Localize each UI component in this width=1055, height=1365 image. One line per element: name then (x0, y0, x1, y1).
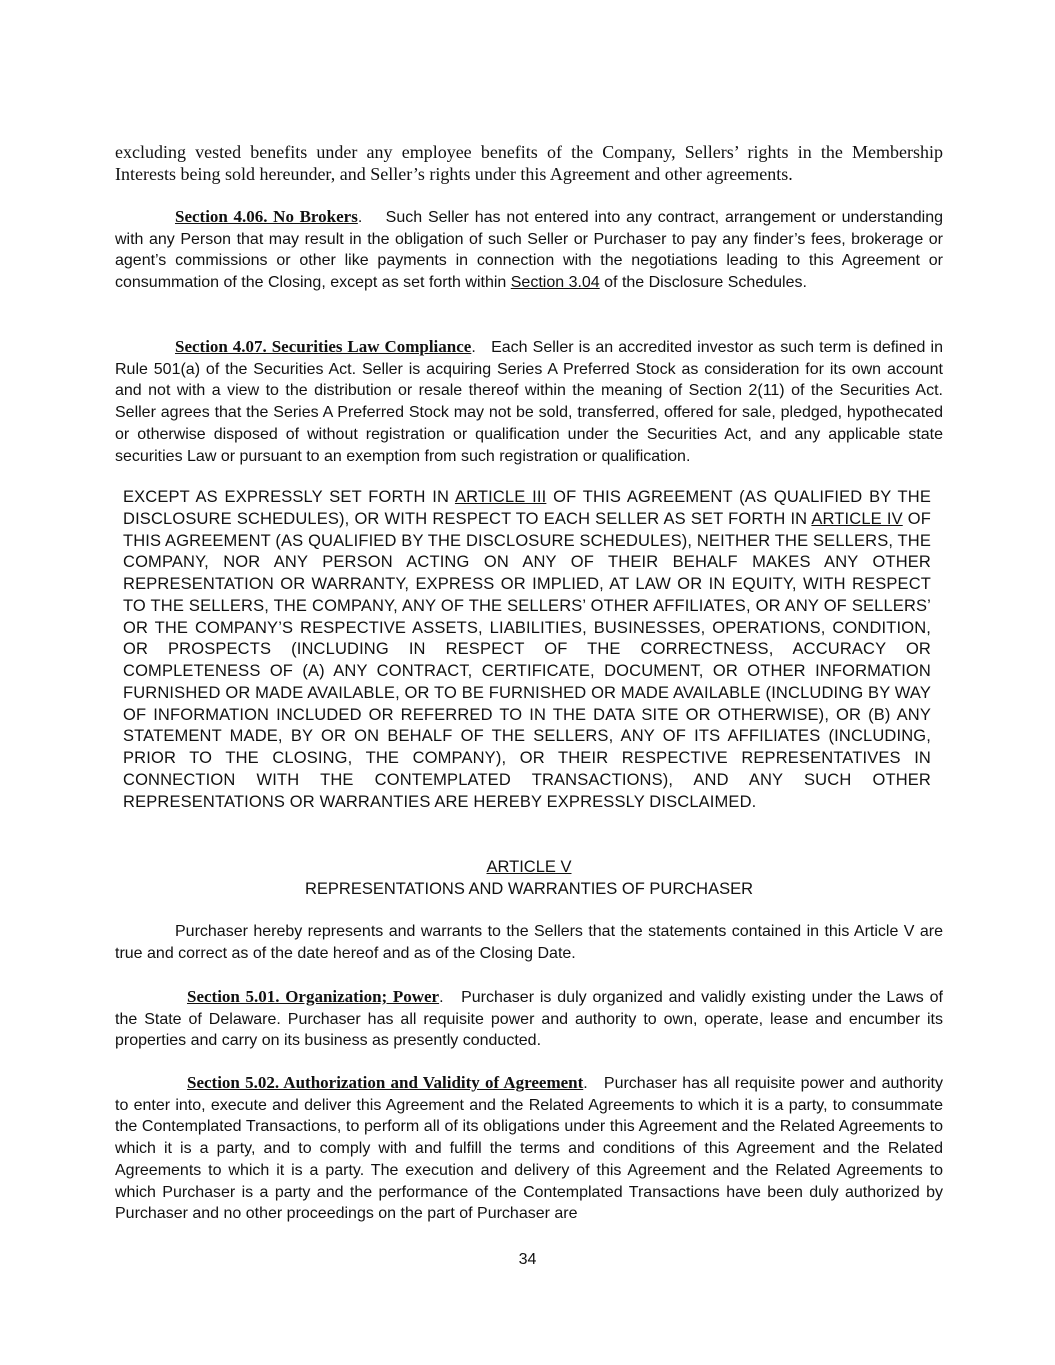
section-4-06-paragraph: Section 4.06. No Brokers. Such Seller has not entered into any contract, arrangement or understanding with any Person that may result in the obligation of such Seller or Purchaser to pay any finder’s fees, brokerage or agent’s commissions or other like payments in connection with the negotiations leading to this Agreement or consummation of the Closing, except as set forth within Section 3.04 of the Disclosure Schedules. (115, 207, 944, 292)
article-v-title: ARTICLE V (486, 858, 572, 876)
article-v-intro: Purchaser hereby represents and warrants to the Sellers that the statements contained in this Article V are true and correct as of the date hereof and as of the Closing Date. (115, 923, 943, 962)
section-5-02-body: Purchaser has all requisite power and authority to enter into, execute and deliver this Agreement and the Related Agreements to which it is a party, to consummate the Contemplated Transactions, to perform all of its obligations under this Agreement and the Related Agreements to which it is a party, and to comply with and fulfill the terms and conditions of this Agreement and the Related Agreements to which it is a party. The execution and delivery of this Agreement and the Related Agreements to which Purchaser is a party and the performance of the Contemplated Transactions have been duly authorized by Purchaser and no other proceedings on the part of Purchaser are (115, 1075, 944, 1223)
section-4-06-body: Such Seller has not entered into any contract, arrangement or understanding with any Person that may result in the obligation of such Seller or Purchaser to pay any finder’s fees, brokerage or agent’s commissions or other like payments in connection with the negotiations leading to this Agreement or consummation of the Closing, except as set forth within (115, 209, 944, 292)
section-4-07-heading: Section 4.07. Securities Law Compliance (175, 337, 472, 356)
section-5-02-heading: Section 5.02. Authorization and Validity of Agreement (187, 1073, 584, 1092)
article-iii-reference: ARTICLE III (454, 488, 547, 506)
carryover-paragraph: excluding vested benefits under any employee benefits of the Company, Sellers’ rights in the Membership Interests being sold hereunder, and Seller’s rights under this Agreement and other agreements. (115, 142, 943, 184)
section-4-07-paragraph: Section 4.07. Securities Law Compliance. Each Seller is an accredited investor as such term is defined in Rule 501(a) of the Securities Act. Seller is acquiring Series A Preferred Stock as consideration for its own account and not with a view to the distribution or resale thereof within the meaning of Section 2(11) of the Securities Act. Seller agrees that the Series A Preferred Stock may not be sold, transferred, offered for sale, pledged, hypothecated or otherwise disposed of without registration or qualification under the Securities Act, and any applicable state securities Law or pursuant to an exemption from such registration or qualification. (115, 337, 943, 465)
article-iv-reference: ARTICLE IV (811, 509, 903, 528)
section-5-01-heading: Section 5.01. Organization; Power (187, 987, 440, 1006)
disclaimer-paragraph: EXCEPT AS EXPRESSLY SET FORTH IN ARTICLE III OF THIS AGREEMENT (AS QUALIFIED BY THE DISCLOSURE SCHEDULES), OR WITH RESPECT TO EACH SELLER AS SET FORTH IN ARTICLE IV OF THIS AGREEMENT (AS QUALIFIED BY THE DISCLOSURE SCHEDULES), NEITHER THE SELLERS, THE COMPANY, NOR ANY PERSON ACTING ON ANY OF THEIR BEHALF MAKES ANY OTHER REPRESENTATION OR WARRANTY, EXPRESS OR IMPLIED, AT LAW OR IN EQUITY, WITH RESPECT TO THE SELLERS, THE COMPANY, ANY OF THE SELLERS’ OTHER AFFILIATES, OR ANY OF SELLERS’ OR THE COMPANY’S RESPECTIVE ASSETS, LIABILITIES, BUSINESSES, OPERATIONS, CONDITION, OR PROSPECTS (INCLUDING IN RESPECT OF THE CORRECTNESS, ACCURACY OR COMPLETENESS OF (A) ANY CONTRACT, CERTIFICATE, DOCUMENT, OR OTHER INFORMATION FURNISHED OR MADE AVAILABLE, OR TO BE FURNISHED OR MADE AVAILABLE (INCLUDING BY WAY OF INFORMATION INCLUDED OR REFERRED TO IN THE DATA SITE OR OTHERWISE), OR (B) ANY STATEMENT MADE, BY OR ON BEHALF OF THE SELLERS, ANY OF ITS AFFILIATES (INCLUDING, PRIOR TO THE CLOSING, THE COMPANY), OR THEIR RESPECTIVE REPRESENTATIVES IN CONNECTION WITH THE CONTEMPLATED TRANSACTIONS), AND ANY SUCH OTHER REPRESENTATIONS OR WARRANTIES ARE HEREBY EXPRESSLY DISCLAIMED. (123, 488, 932, 811)
section-3-04-reference: Section 3.04 (510, 274, 600, 292)
section-4-07-body: Each Seller is an accredited investor as such term is defined in Rule 501(a) of the Securities Act. Seller is acquiring Series A Preferred Stock as consideration for its own account and not with a view to the distribution or resale thereof within the meaning of Section 2(11) of the Securities Act. Seller agrees that the Series A Preferred Stock may not be sold, transferred, offered for sale, pledged, hypothecated or otherwise disposed of without registration or qualification under the Securities Act, and any applicable state securities Law or pursuant to an exemption from such registration or qualification. (115, 339, 943, 465)
article-v-subtitle: REPRESENTATIONS AND WARRANTIES OF PURCHASER (305, 880, 753, 898)
section-5-02-paragraph: Section 5.02. Authorization and Validity of Agreement. Purchaser has all requisite power and authority to enter into, execute and deliver this Agreement and the Related Agreements to which it is a party, to consummate the Contemplated Transactions, to perform all of its obligations under this Agreement and the Related Agreements to which it is a party, and to comply with and fulfill the terms and conditions of this Agreement and the Related Agreements to which it is a party. The execution and delivery of this Agreement and the Related Agreements to which Purchaser is a party and the performance of the Contemplated Transactions have been duly authorized by Purchaser and no other proceedings on the part of Purchaser are (115, 1073, 944, 1223)
section-4-06-heading: Section 4.06. No Brokers (175, 207, 358, 226)
section-5-01-body: Purchaser is duly organized and validly existing under the Laws of the State of Delaware. Purchaser has all requisite power and authority to own, operate, lease and encumber its properties and carry on its business as presently conducted. (115, 989, 943, 1050)
section-5-01-paragraph: Section 5.01. Organization; Power. Purchaser is duly organized and validly existing under the Laws of the State of Delaware. Purchaser has all requisite power and authority to own, operate, lease and encumber its properties and carry on its business as presently conducted. (115, 987, 943, 1050)
page-number: 34 (518, 1251, 537, 1268)
